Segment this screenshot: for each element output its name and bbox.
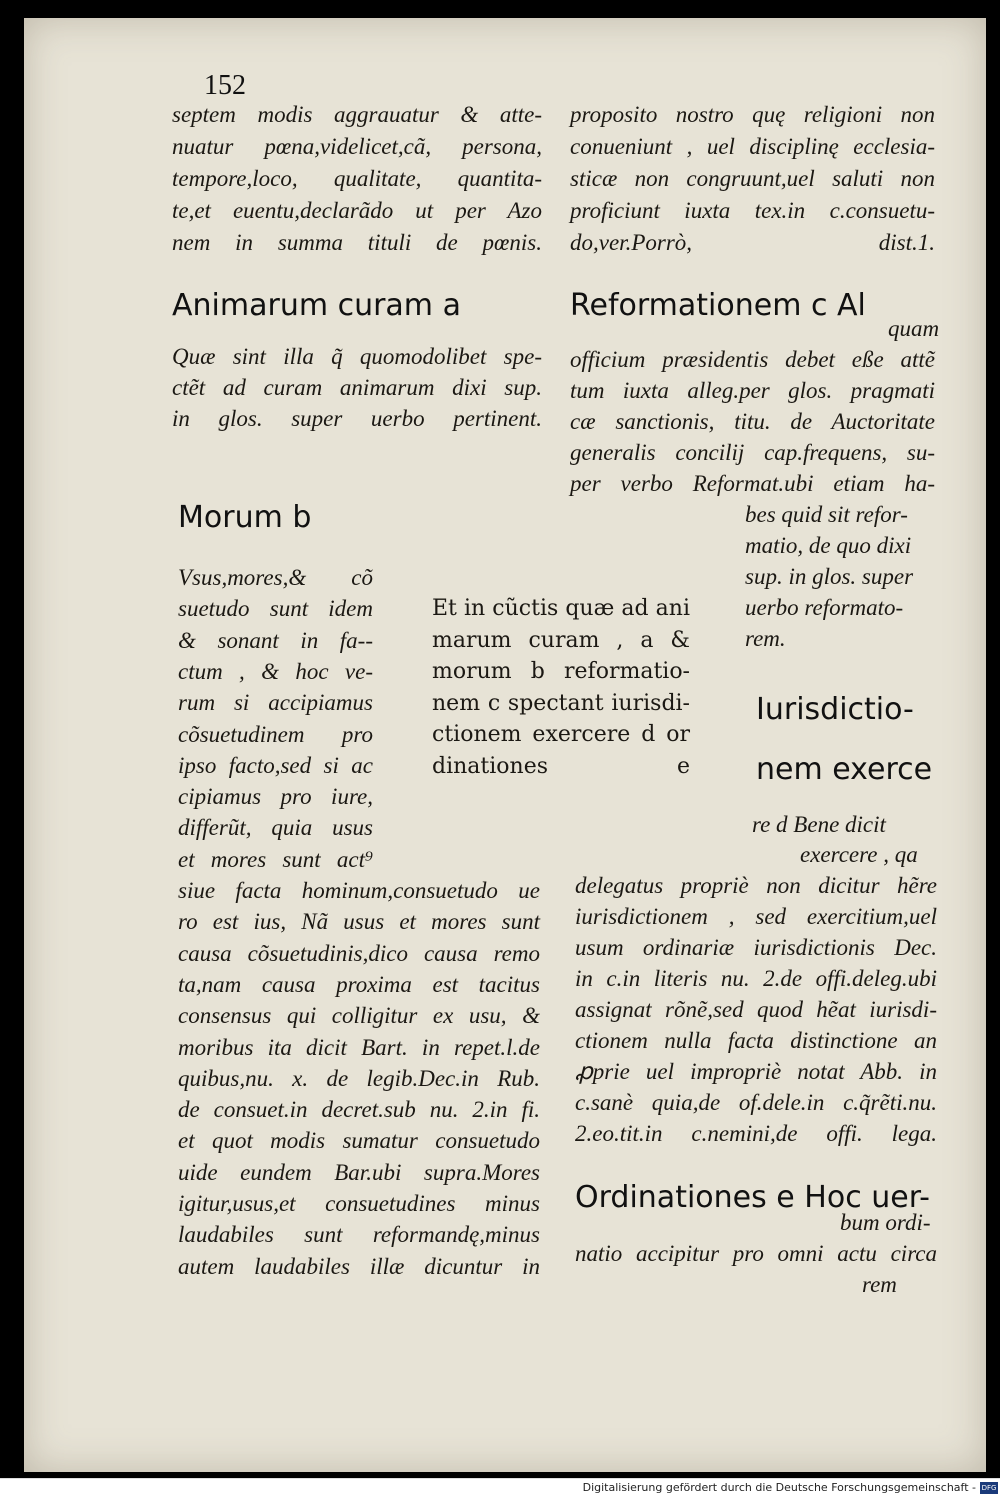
gloss-line: usum ordinariæ iurisdictionis Dec. <box>575 935 937 960</box>
main-text-line: Et in cũctis quæ ad ani <box>432 596 690 621</box>
gloss-line: iurisdictionem , sed exercitium,uel <box>575 904 937 929</box>
main-text-line: morum b reformatio- <box>432 659 690 684</box>
left-text-line: nem in summa tituli de pœnis. <box>172 230 542 255</box>
gloss-line: laudabiles sunt reformandę,minus <box>178 1222 540 1248</box>
gloss-line: sup. in glos. super <box>745 564 914 589</box>
heading-iurisdictionem: nem exerce <box>756 752 933 787</box>
gloss-line: per verbo Reformat.ubi etiam ha- <box>570 471 935 496</box>
left-text-line: nuatur pœna,videlicet,cã, persona, <box>172 134 542 159</box>
gloss-line: c.sanè quia,de of.dele.in c.q̃rẽti.nu. <box>575 1090 937 1115</box>
main-text-line: dinationes e <box>432 753 690 779</box>
right-text-line: do,ver.Porrò, dist.1. <box>570 230 935 255</box>
gloss-line: & sonant in fa-- <box>178 627 373 653</box>
heading-morum: Morum b <box>178 500 312 535</box>
gloss-line: bes quid sit refor- <box>745 502 908 527</box>
heading-ordinationes: Ordinationes e Hoc uer- <box>575 1180 930 1215</box>
gloss-line: bum ordi- <box>840 1210 931 1235</box>
gloss-line: suetudo sunt idem <box>178 596 373 622</box>
gloss-line: cõsuetudinem pro <box>178 721 373 747</box>
heading-reformationem: Reformationem c Al <box>570 288 866 323</box>
gloss-line: ctum , & hoc ve- <box>178 658 373 684</box>
gloss-line: uide eundem Bar.ubi supra.Mores <box>178 1159 540 1185</box>
dfg-logo: DFG <box>981 1484 997 1492</box>
gloss-line: et quot modis sumatur consuetudo <box>178 1128 540 1154</box>
heading-animarum-curam: Animarum curam a <box>172 288 461 323</box>
footer-credit: Digitalisierung gefördert durch die Deutsche Forschungsgemeinschaft - <box>582 1481 976 1494</box>
gloss-line: officium præsidentis debet eße attẽ <box>570 347 935 372</box>
gloss-line: causa cõsuetudinis,dico causa remo <box>178 940 540 966</box>
gloss-line: cipiamus pro iure, <box>178 784 373 810</box>
gloss-line: ctẽt ad curam animarum dixi sup. <box>172 375 542 400</box>
gloss-line: exercere , qa <box>800 842 918 867</box>
gloss-line: tum iuxta alleg.per glos. pragmati <box>570 378 935 403</box>
main-text-line: marum curam , a & <box>432 627 690 653</box>
gloss-line: Vsus,mores,& cõ <box>178 565 373 590</box>
main-text-line: ctionem exercere d or <box>432 722 690 747</box>
gloss-line: rum si accipiamus <box>178 690 373 716</box>
book-page <box>24 18 986 1472</box>
right-text-line: sticæ non congruunt,uel saluti non <box>570 166 935 191</box>
heading-iurisdictionem: re d Bene dicit <box>752 812 886 837</box>
gloss-line: matio, de quo dixi <box>745 533 912 558</box>
gloss-line: assignat rõnẽ,sed quod hẽat iurisdi- <box>575 997 937 1022</box>
gloss-line: ctionem nulla facta distinctione an <box>575 1028 937 1053</box>
gloss-line: generalis concilij cap.frequens, su- <box>570 440 935 465</box>
gloss-line: rem <box>862 1272 897 1297</box>
main-text-line: nem c spectant iurisdi- <box>432 690 690 716</box>
gloss-line: cæ sanctionis, titu. de Auctoritate <box>570 409 935 434</box>
right-text-line: proficiunt iuxta tex.in c.consuetu- <box>570 198 935 223</box>
gloss-line: quam <box>888 316 940 341</box>
gloss-line: igitur,usus,et consuetudines minus <box>178 1191 540 1216</box>
left-text-line: septem modis aggrauatur & atte- <box>172 102 542 127</box>
gloss-line: de consuet.in decret.sub nu. 2.in fi. <box>178 1097 540 1123</box>
gloss-line: et mores sunt act⁹ <box>178 846 373 872</box>
gloss-line: ta,nam causa proxima est tacitus <box>178 971 540 997</box>
gloss-line: ꝓprie uel impropriè notat Abb. in <box>575 1059 937 1084</box>
gloss-line: consensus qui colligitur ex usu, & <box>178 1003 540 1029</box>
gloss-line: in glos. super uerbo pertinent. <box>172 406 542 431</box>
gloss-line: differũt, quia usus <box>178 815 373 841</box>
gloss-line: rem. <box>745 626 786 651</box>
page-number: 152 <box>204 70 246 101</box>
gloss-line: moribus ita dicit Bart. in repet.l.de <box>178 1034 540 1060</box>
gloss-line: ipso facto,sed si ac <box>178 752 373 778</box>
gloss-line: Quæ sint illa q̃ quomodolibet spe- <box>172 344 542 369</box>
gloss-line: uerbo reformato- <box>745 595 904 620</box>
right-text-line: conueniunt , uel disciplinę ecclesia- <box>570 134 935 159</box>
gloss-line: in c.in literis nu. 2.de offi.deleg.ubi <box>575 966 937 991</box>
gloss-line: 2.eo.tit.in c.nemini,de offi. lega. <box>575 1121 937 1146</box>
gloss-line: autem laudabiles illæ dicuntur in <box>178 1253 540 1279</box>
gloss-line: delegatus propriè non dicitur hẽre <box>575 873 937 898</box>
gloss-line: natio accipitur pro omni actu circa <box>575 1241 937 1266</box>
gloss-line: siue facta hominum,consuetudo ue <box>178 878 540 903</box>
heading-iurisdictionem: Iurisdictio- <box>756 692 914 727</box>
left-text-line: tempore,loco, qualitate, quantita- <box>172 166 542 191</box>
footer-bar <box>0 1478 1000 1499</box>
right-text-line: proposito nostro quę religioni non <box>570 102 935 127</box>
left-text-line: te,et euentu,declarãdo ut per Azo <box>172 198 542 223</box>
gloss-line: quibus,nu. x. de legib.Dec.in Rub. <box>178 1065 540 1091</box>
gloss-line: ro est ius, Nã usus et mores sunt <box>178 909 540 935</box>
